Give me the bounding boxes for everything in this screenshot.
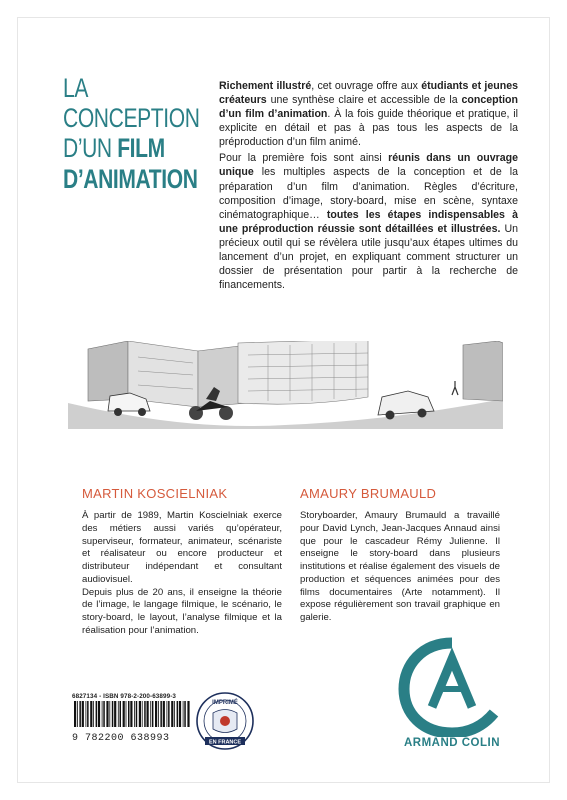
barcode-bar xyxy=(187,701,189,727)
author-amaury xyxy=(300,486,500,625)
barcode-bar xyxy=(155,701,157,727)
barcode-bar xyxy=(139,701,141,727)
barcode-bar xyxy=(87,701,89,727)
barcode-bar xyxy=(152,701,154,727)
barcode xyxy=(72,693,192,744)
author-bio-2: Depuis plus de 20 ans, il enseigne la théorie de l’image, le langage filmique, le scénario, le story-board, le layout, l’analyse filmique et la réalisation pour l’animation. xyxy=(82,586,282,636)
blurb-paragraph-1 xyxy=(219,79,518,149)
barcode-bars xyxy=(72,701,192,727)
barcode-bar xyxy=(103,701,105,727)
book-blurb xyxy=(219,79,518,294)
author-name: MARTIN KOSCIELNIAK xyxy=(82,486,228,501)
blurb-run: conception d’un film d’animation xyxy=(219,94,518,121)
barcode-bar xyxy=(167,701,168,727)
barcode-bar xyxy=(114,701,116,727)
barcode-bar xyxy=(160,701,162,727)
barcode-bar xyxy=(109,701,110,727)
barcode-bar xyxy=(158,701,159,727)
barcode-bar xyxy=(179,701,181,727)
blurb-run: une synthèse claire et accessible de la xyxy=(266,94,462,107)
barcode-bar xyxy=(183,701,184,727)
blurb-paragraph-2 xyxy=(219,151,518,292)
blurb-run: réunis dans un ouvrage unique xyxy=(219,152,518,179)
book-title xyxy=(63,73,213,194)
barcode-bar xyxy=(174,701,175,727)
publisher-name: ARMAND COLIN xyxy=(403,737,501,749)
barcode-bar xyxy=(142,701,143,727)
barcode-bar xyxy=(168,701,170,727)
barcode-bar xyxy=(74,701,76,727)
armand-colin-logo xyxy=(396,637,508,737)
seal-bottom-text: EN FRANCE xyxy=(208,739,242,746)
author-bio: À partir de 1989, Martin Koscielniak exerce des métiers aussi variés qu’opérateur, superviseur, formateur, animateur, scénariste et réalisateur ou encore producteur et distributeur indépendant et consultant audiovisuel. xyxy=(82,510,282,585)
barcode-bar xyxy=(82,701,84,727)
barcode-bar xyxy=(163,701,165,727)
author-name: AMAURY BRUMAULD xyxy=(300,486,437,501)
blurb-run: étudiants et jeunes créateurs xyxy=(219,80,518,107)
blurb-run: , cet ouvrage offre aux xyxy=(311,80,422,92)
imprime-en-france-seal xyxy=(195,691,255,751)
barcode-bar xyxy=(136,701,138,727)
barcode-bar xyxy=(90,701,92,727)
blurb-run: Un précieux outil qui se révèlera utile jusqu’aux étapes ultimes du lancement d’un projet, en expliquant comment structurer un dossier de présentation pour partir à la recherche de financements. xyxy=(219,222,518,292)
barcode-bar xyxy=(171,701,173,727)
barcode-bar xyxy=(93,701,94,727)
barcode-bar xyxy=(123,701,125,727)
blurb-run: Richement illustré xyxy=(219,80,312,92)
author-martin xyxy=(82,486,282,638)
blurb-run: les multiples aspects de la conception et de la préparation d’un film d’animation. Règles d’écriture, composition d’image, story-board, mise en scène, syntaxe cinématographique… xyxy=(219,166,518,221)
barcode-bar xyxy=(147,701,149,727)
barcode-bar xyxy=(106,701,108,727)
barcode-bar xyxy=(144,701,146,727)
barcode-bar xyxy=(77,701,78,727)
barcode-bar xyxy=(150,701,151,727)
barcode-bar xyxy=(98,701,100,727)
title-line-3b: FILM xyxy=(117,133,165,164)
barcode-bar xyxy=(126,701,127,727)
blurb-run: Pour la première fois sont ainsi xyxy=(219,152,389,165)
barcode-bar xyxy=(118,701,119,727)
title-line-4 xyxy=(63,163,198,194)
author-bio: Storyboarder, Amaury Brumauld a travaillé pour David Lynch, Jean-Jacques Annaud ainsi que pour le cascadeur Rémy Julienne. Il enseigne le story-board dans plusieurs institutions et réalise également des visuels de production et séquences animées pour des films documentaires (Arte notamment). Il expose régulièrement son travail graphique en galerie. xyxy=(300,510,500,623)
barcode-bar xyxy=(112,701,114,727)
storyboard-illustration xyxy=(68,341,503,429)
barcode-digits: 9 782200 638993 xyxy=(72,733,170,744)
blurb-run: toutes les étapes indispensables à une préproduction réussie sont détaillées et illustrées. xyxy=(219,208,518,235)
barcode-bar xyxy=(96,701,98,727)
barcode-bar xyxy=(128,701,130,727)
barcode-bar xyxy=(102,701,103,727)
title-line-3 xyxy=(63,133,180,163)
title-line-1: LA xyxy=(63,73,88,103)
isbn-text: 6827134 - ISBN 978-2-200-63899-3 xyxy=(72,693,177,700)
barcode-bar xyxy=(134,701,135,727)
barcode-bar xyxy=(86,701,87,727)
barcode-bar xyxy=(120,701,122,727)
seal-top-text: IMPRIMÉ xyxy=(212,700,238,706)
title-line-2: CONCEPTION xyxy=(63,103,200,134)
barcode-bar xyxy=(79,701,81,727)
blurb-run: . À la fois guide théorique et pratique, il explicite en détail et pas à pas tous les aspects de la préproduction d’un film animé. xyxy=(219,108,518,149)
title-line-4b: D’ANIMATION xyxy=(63,163,198,194)
barcode-bar xyxy=(177,701,179,727)
barcode-bar xyxy=(130,701,132,727)
title-line-3a: D’UN xyxy=(63,133,118,164)
barcode-bar xyxy=(184,701,186,727)
